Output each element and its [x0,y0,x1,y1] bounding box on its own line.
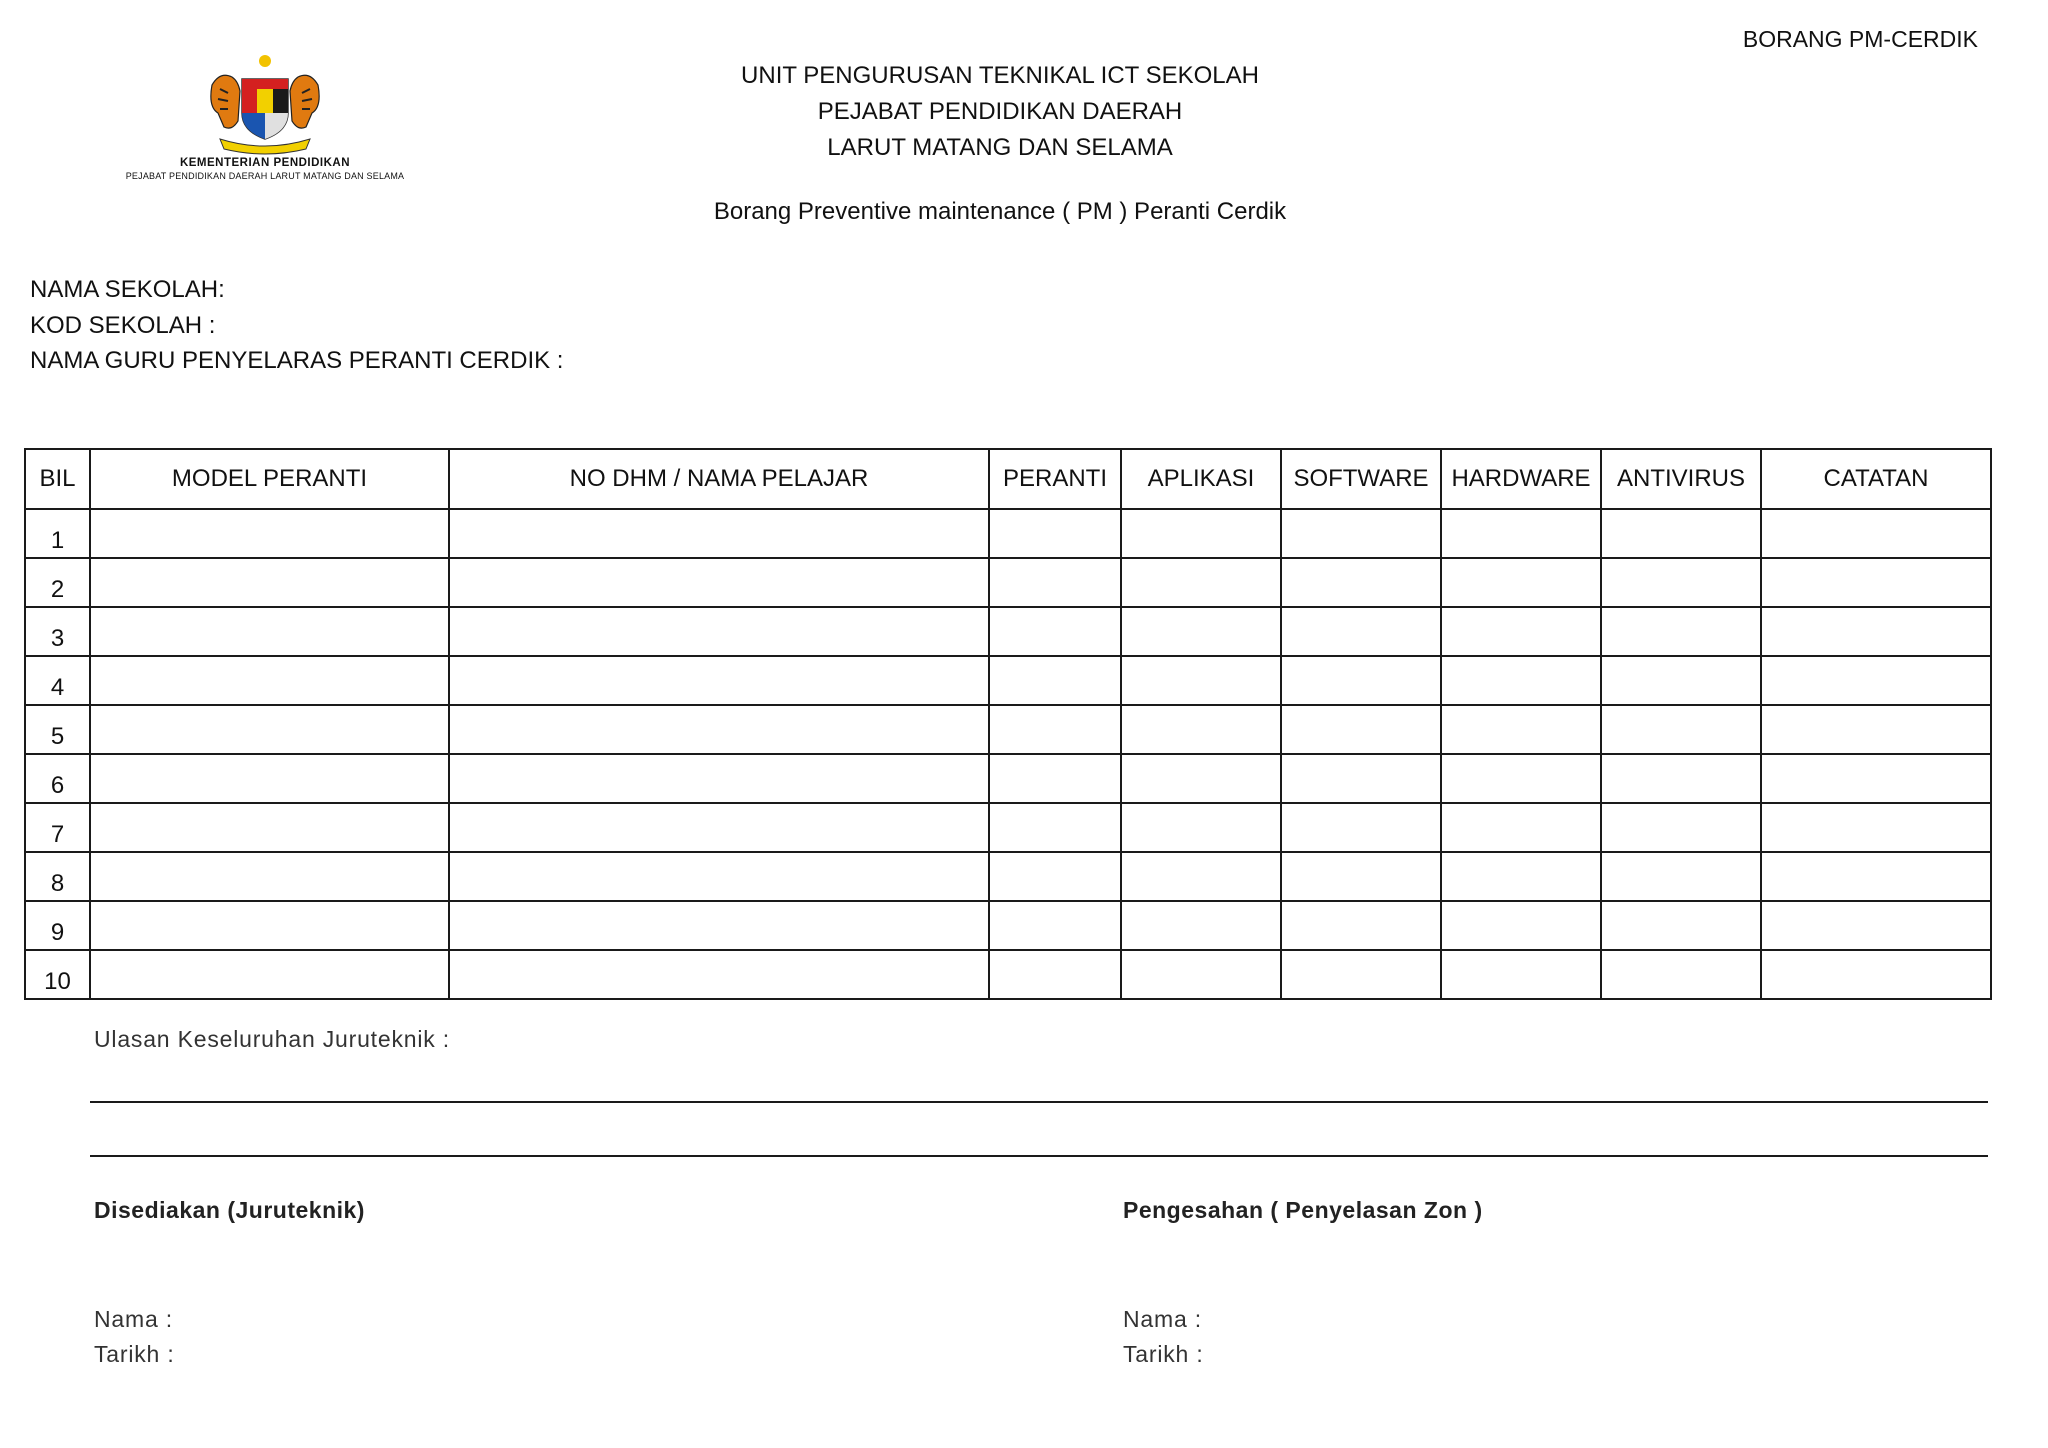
table-cell[interactable] [1121,509,1281,558]
table-cell[interactable] [1281,558,1441,607]
table-cell[interactable] [1121,705,1281,754]
table-row [25,509,1991,558]
table-cell[interactable] [1121,558,1281,607]
technician-remarks-label: Ulasan Keseluruhan Juruteknik : [94,1026,450,1052]
table-cell[interactable] [1601,558,1761,607]
logo-ministry-text: KEMENTERIAN PENDIDIKAN [179,157,351,169]
table-cell[interactable] [1441,607,1601,656]
table-cell[interactable] [1761,754,1991,803]
table-cell[interactable] [449,705,989,754]
maintenance-table [24,448,1992,1000]
table-cell[interactable] [1761,509,1991,558]
header-office: PEJABAT PENDIDIKAN DAERAH [817,98,1183,125]
table-cell[interactable] [90,656,449,705]
column-header: APLIKASI [1121,449,1281,509]
table-cell[interactable] [90,950,449,999]
table-cell[interactable] [449,803,989,852]
school-name-label: NAMA SEKOLAH: [30,276,225,303]
table-cell[interactable] [989,607,1121,656]
table-row [25,607,1991,656]
row-number: 9 [25,901,90,950]
table-row [25,901,1991,950]
header-unit: UNIT PENGURUSAN TEKNIKAL ICT SEKOLAH [741,62,1259,89]
table-cell[interactable] [989,509,1121,558]
row-number: 6 [25,754,90,803]
table-cell[interactable] [1761,607,1991,656]
table-cell[interactable] [1121,950,1281,999]
row-number: 8 [25,852,90,901]
table-cell[interactable] [449,509,989,558]
table-row [25,705,1991,754]
table-cell[interactable] [1761,950,1991,999]
table-cell[interactable] [1761,558,1991,607]
table-cell[interactable] [1281,901,1441,950]
approval-name-label: Nama : [1123,1306,1202,1332]
remarks-line[interactable] [90,1101,1988,1103]
table-cell[interactable] [1601,656,1761,705]
table-cell[interactable] [1441,558,1601,607]
table-row [25,754,1991,803]
table-header-row [25,449,1991,509]
column-header: PERANTI [989,449,1121,509]
table-cell[interactable] [90,705,449,754]
table-cell[interactable] [1121,607,1281,656]
school-info [30,272,563,379]
table-cell[interactable] [90,852,449,901]
row-number: 7 [25,803,90,852]
table-cell[interactable] [449,656,989,705]
table-cell[interactable] [1441,705,1601,754]
table-cell[interactable] [1761,656,1991,705]
column-header: CATATAN [1761,449,1991,509]
table-row [25,656,1991,705]
table-cell[interactable] [1441,852,1601,901]
coordinator-teacher-label: NAMA GURU PENYELARAS PERANTI CERDIK : [30,347,564,374]
table-row [25,803,1991,852]
table-cell[interactable] [1281,656,1441,705]
table-cell[interactable] [989,705,1121,754]
coat-of-arms-icon [190,55,340,155]
table-cell[interactable] [449,558,989,607]
table-cell[interactable] [1441,950,1601,999]
table-cell[interactable] [1281,754,1441,803]
column-header: MODEL PERANTI [90,449,449,509]
row-number: 4 [25,656,90,705]
approval-title: Pengesahan ( Penyelasan Zon ) [1123,1197,1483,1223]
table-cell[interactable] [1601,950,1761,999]
school-code-label: KOD SEKOLAH : [30,311,216,339]
prepared-by-title: Disediakan (Juruteknik) [94,1197,365,1223]
table-cell[interactable] [1121,803,1281,852]
form-title: Borang Preventive maintenance ( PM ) Peranti Cerdik [713,198,1287,225]
table-cell[interactable] [1601,607,1761,656]
table-cell[interactable] [1281,950,1441,999]
remarks-line[interactable] [90,1155,1988,1157]
row-number: 3 [25,607,90,656]
table-cell[interactable] [1121,656,1281,705]
table-cell[interactable] [1441,754,1601,803]
ministry-logo [100,55,430,181]
table-cell[interactable] [1601,901,1761,950]
header-district: LARUT MATANG DAN SELAMA [827,134,1173,161]
table-cell[interactable] [449,607,989,656]
table-cell[interactable] [989,656,1121,705]
row-number: 5 [25,705,90,754]
table-cell[interactable] [1601,754,1761,803]
table-cell[interactable] [90,803,449,852]
row-number: 1 [25,509,90,558]
table-row [25,852,1991,901]
approval-date-label: Tarikh : [1123,1341,1204,1367]
table-cell[interactable] [1601,705,1761,754]
table-cell[interactable] [1601,509,1761,558]
table-cell[interactable] [1601,852,1761,901]
prepared-date-label: Tarikh : [94,1341,175,1367]
table-cell[interactable] [1601,803,1761,852]
column-header: NO DHM / NAMA PELAJAR [449,449,989,509]
table-cell[interactable] [449,901,989,950]
table-cell[interactable] [989,558,1121,607]
row-number: 2 [25,558,90,607]
table-cell[interactable] [1121,901,1281,950]
table-cell[interactable] [449,852,989,901]
table-cell[interactable] [989,754,1121,803]
column-header: SOFTWARE [1281,449,1441,509]
column-header: BIL [25,449,90,509]
table-cell[interactable] [90,754,449,803]
column-header: HARDWARE [1441,449,1601,509]
prepared-name-label: Nama : [94,1306,173,1332]
table-cell[interactable] [1761,803,1991,852]
table-cell[interactable] [989,950,1121,999]
table-cell[interactable] [1281,803,1441,852]
row-number: 10 [25,950,90,999]
column-header: ANTIVIRUS [1601,449,1761,509]
table-cell[interactable] [90,607,449,656]
form-code: BORANG PM-CERDIK [1742,26,1978,52]
table-cell[interactable] [90,558,449,607]
table-row [25,558,1991,607]
table-cell[interactable] [1281,509,1441,558]
table-cell[interactable] [1441,509,1601,558]
table-cell[interactable] [1441,656,1601,705]
table-cell[interactable] [989,803,1121,852]
table-cell[interactable] [1761,852,1991,901]
table-cell[interactable] [1441,901,1601,950]
table-cell[interactable] [449,950,989,999]
table-cell[interactable] [449,754,989,803]
table-cell[interactable] [1281,705,1441,754]
table-cell[interactable] [1121,852,1281,901]
table-cell[interactable] [1441,803,1601,852]
table-cell[interactable] [989,901,1121,950]
table-cell[interactable] [1281,607,1441,656]
table-cell[interactable] [90,901,449,950]
document-header [600,58,1400,166]
table-cell[interactable] [1761,901,1991,950]
table-cell[interactable] [90,509,449,558]
table-row [25,950,1991,999]
table-cell[interactable] [1761,705,1991,754]
table-cell[interactable] [1121,754,1281,803]
table-cell[interactable] [1281,852,1441,901]
logo-office-text: PEJABAT PENDIDIKAN DAERAH LARUT MATANG DAN SELAMA [125,171,405,181]
table-cell[interactable] [989,852,1121,901]
